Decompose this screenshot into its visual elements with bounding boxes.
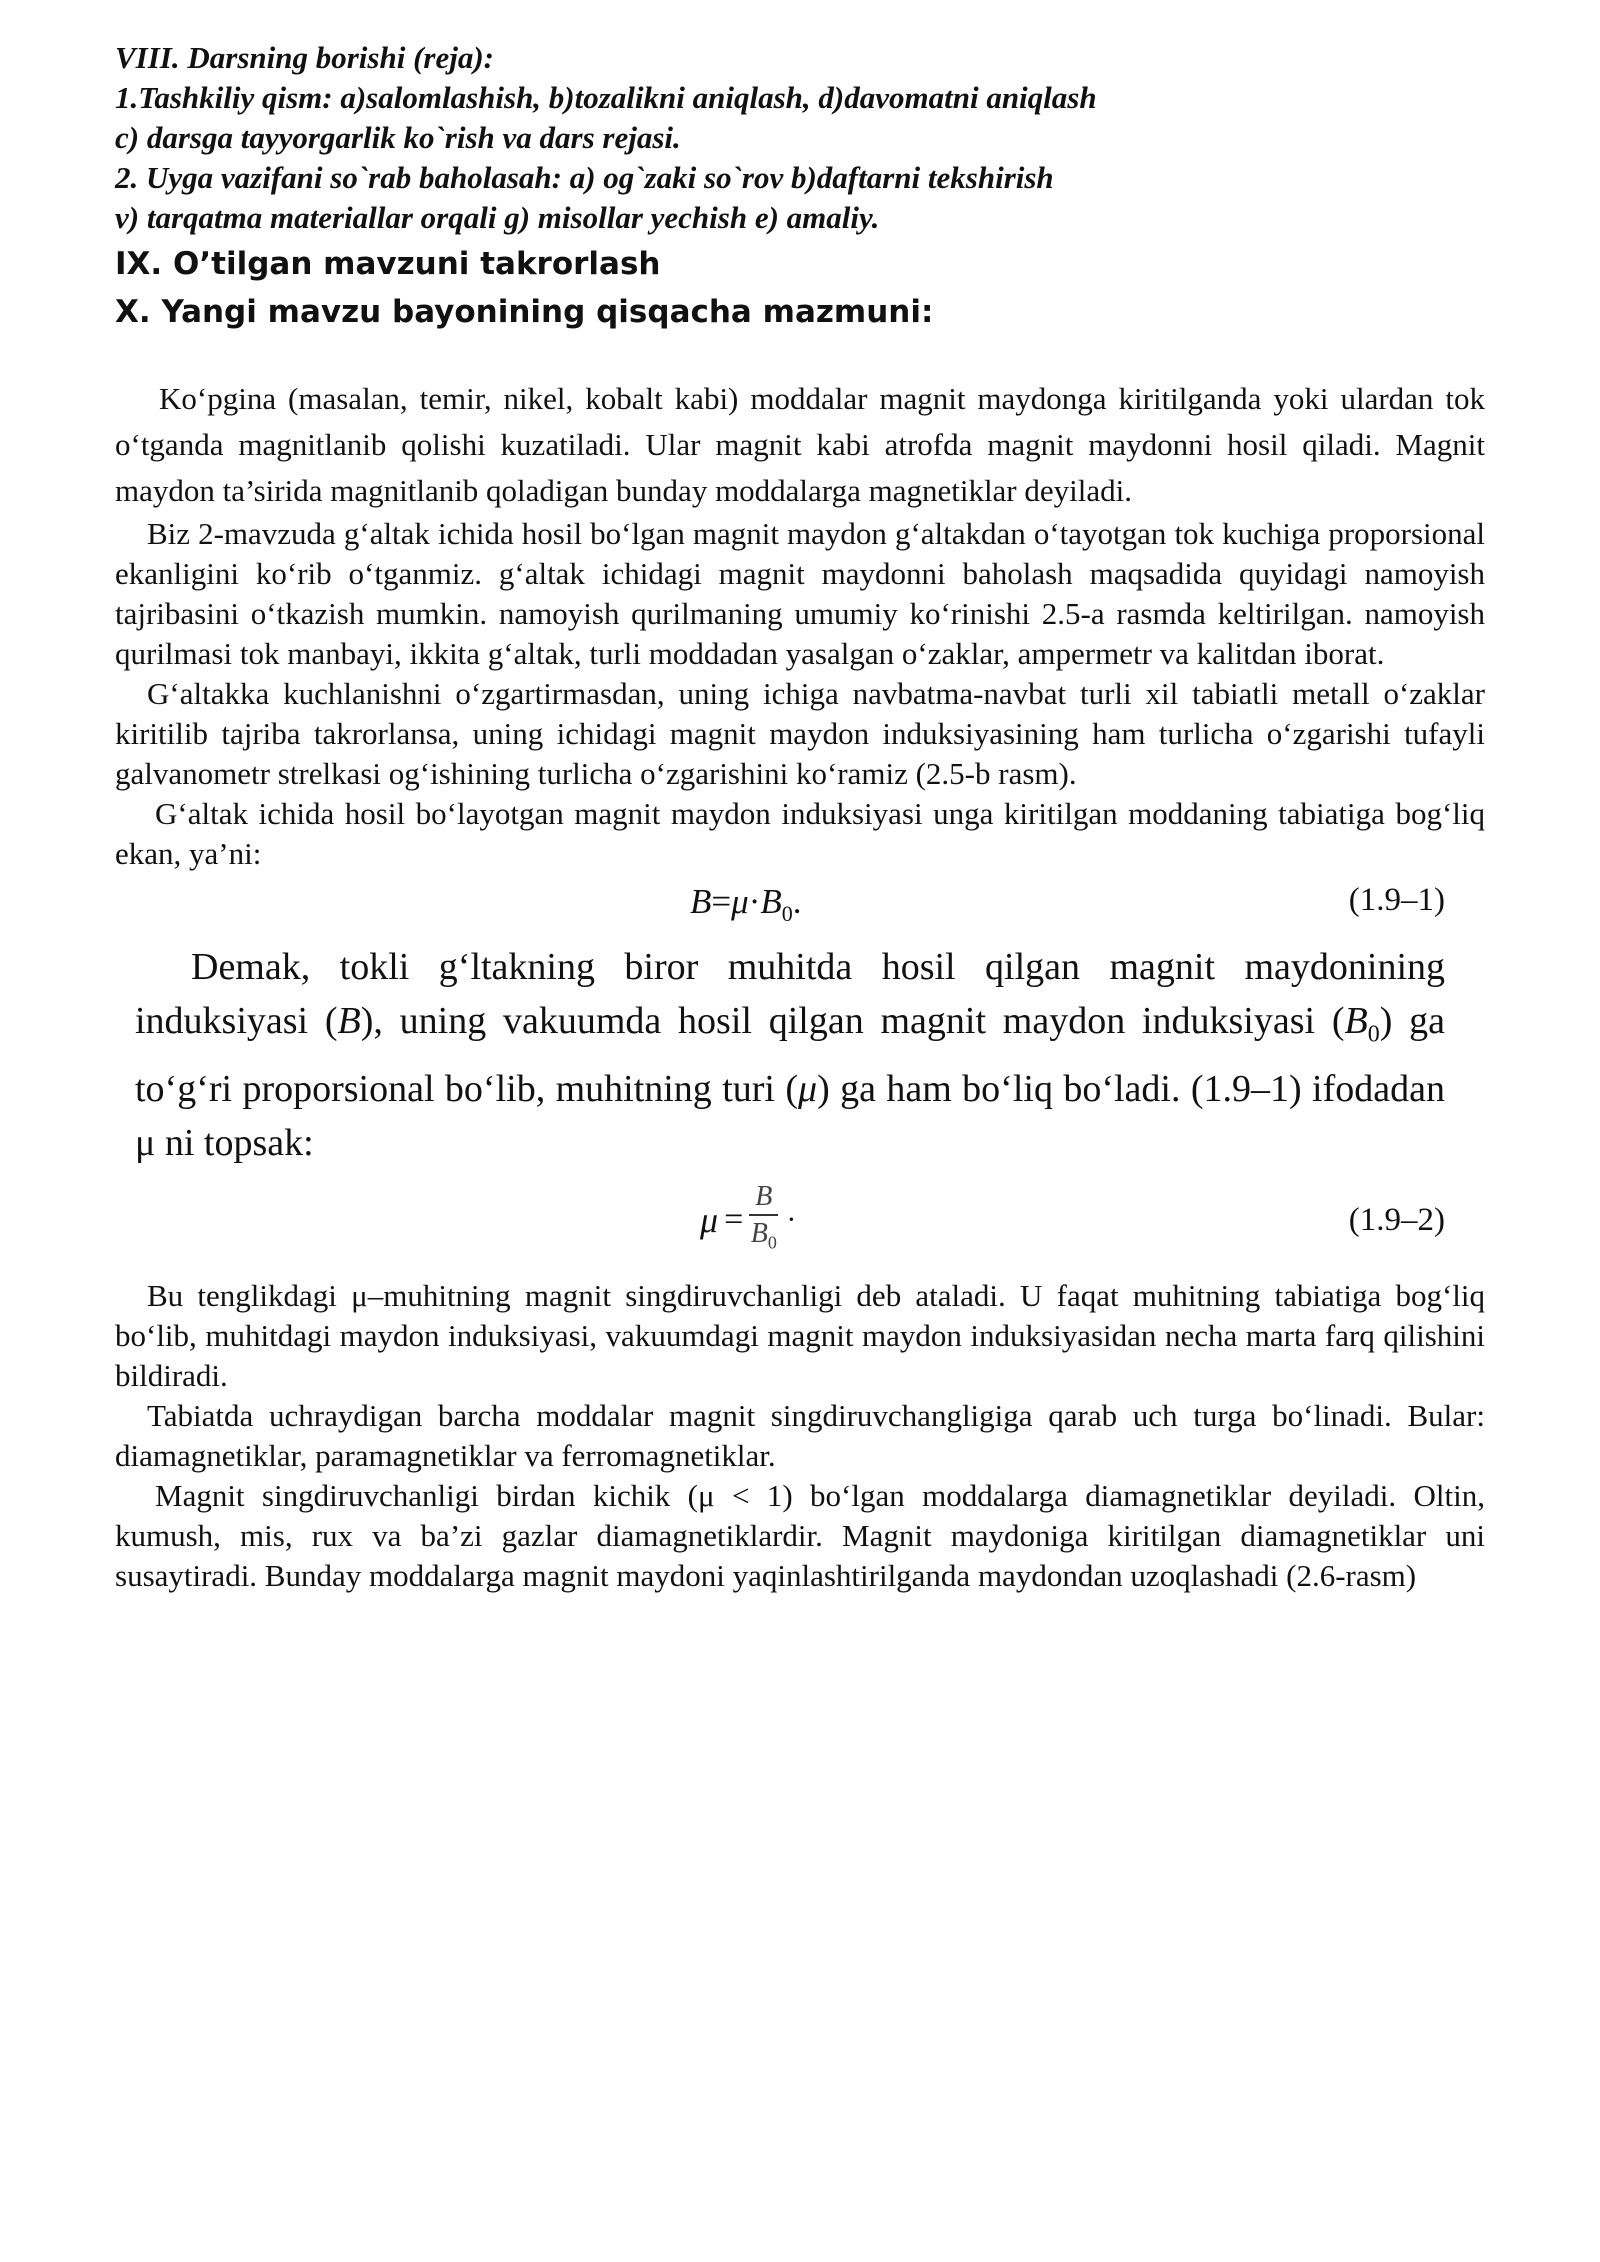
equation-number: (1.9–1) bbox=[1348, 882, 1445, 918]
equation-number: (1.9–2) bbox=[1348, 1201, 1445, 1238]
plan-line: v) tarqatma materiallar orqali g) misollar yechish e) amaliy. bbox=[115, 200, 880, 235]
paragraph: G‘altakka kuchlanishni o‘zgartirmasdan, uning ichiga navbatma-navbat turli xil tabiatli metall o‘zaklar kiritilib tajriba takrorlansa, uning ichidagi magnit maydon induksiyasining ham turlicha o‘zgarishi tufayli galvanometr strelkasi og‘ishining turlicha o‘zgarishini ko‘ramiz (2.5-b rasm). bbox=[115, 676, 1485, 791]
paragraph: G‘altak ichida hosil bo‘layotgan magnit maydon induksiyasi unga kiritilgan moddaning tabiatiga bog‘liq ekan, ya’ni: bbox=[115, 796, 1485, 871]
paragraph: Tabiatda uchraydigan barcha moddalar magnit singdiruvchangligiga qarab uch turga bo‘linadi. Bular: diamagnetiklar, paramagnetiklar va ferromagnetiklar. bbox=[115, 1397, 1485, 1473]
equation-1-9-1 bbox=[115, 874, 1485, 930]
formula-b-mu-b0: $B=\mu\cdot B_0$. bbox=[690, 882, 802, 926]
plan-line: 2. Uyga vazifani so`rab baholasah: a) og`zaki so`rov b)daftarni tekshirish bbox=[115, 160, 1054, 195]
lesson-plan bbox=[115, 38, 1485, 238]
plan-line: 1.Tashkiliy qism: a)salomlashish, b)tozalikni aniqlash, d)davomatni aniqlash bbox=[115, 80, 1097, 115]
plan-line: VIII. Darsning borishi (reja): bbox=[115, 40, 494, 75]
paragraph-demak: Demak, tokli g‘ltakning biror muhitda hosil qilgan magnit maydonining induksiyasi (B), uning vakuumda hosil qilgan magnit maydon induksiyasi $(B_0)$ ga to‘g‘ri proporsional bo‘lib, muhitning turi (μ) ga ham bo‘liq bo‘ladi. (1.9–1) ifodadan μ ni topsak: bbox=[135, 946, 1446, 1164]
paragraph: Magnit singdiruvchanligi birdan kichik (μ < 1) bo‘lgan moddalarga diamagnetiklar deyiladi. Oltin, kumush, mis, rux va ba’zi gazlar diamagnetiklardir. Magnit maydoniga kiritilgan diamagnetiklar uni susaytiradi. Bunday moddalarga magnit maydoni yaqinlashtirilganda maydondan uzoqlashadi (2.6-rasm) bbox=[115, 1477, 1485, 1593]
formula-mu-fraction: μ = $\frac{B}{B_0}$ · bbox=[700, 1180, 797, 1253]
plan-line: c) darsga tayyorgarlik ko`rish va dars rejasi. bbox=[115, 120, 681, 155]
document-page bbox=[115, 38, 1485, 1596]
paragraph: Ko‘pgina (masalan, temir, nikel, kobalt kabi) moddalar magnit maydonga kiritilganda yoki ulardan tok o‘tganda magnitlanib qolishi kuzatiladi. Ular magnit kabi atrofda magnit maydonni hosil qiladi. Magnit maydon ta’sirida magnitlanib qoladigan bunday moddalarga magnetiklar deyiladi. bbox=[115, 381, 1485, 508]
heading-new-topic: X. Yangi mavzu bayonining qisqacha mazmuni: bbox=[115, 294, 934, 330]
heading-review: IX. O’tilgan mavzuni takrorlash bbox=[115, 246, 661, 282]
equation-1-9-2 bbox=[115, 1176, 1485, 1276]
paragraph: Biz 2-mavzuda g‘altak ichida hosil bo‘lgan magnit maydon g‘altakdan o‘tayotgan tok kuchiga proporsional ekanligini ko‘rib o‘tganmiz. g‘altak ichidagi magnit maydonni baholash maqsadida quyidagi namoyish tajribasini o‘tkazish mumkin. namoyish qurilmaning umumiy ko‘rinishi 2.5-a rasmda keltirilgan. namoyish qurilmasi tok manbayi, ikkita g‘altak, turli moddadan yasalgan o‘zaklar, ampermetr va kalitdan iborat. bbox=[115, 516, 1485, 671]
paragraph: Bu tenglikdagi μ–muhitning magnit singdiruvchanligi deb ataladi. U faqat muhitning tabiatiga bog‘liq bo‘lib, muhitdagi maydon induksiyasi, vakuumdagi magnit maydon induksiyasidan necha marta farq qilishini bildiradi. bbox=[115, 1277, 1485, 1393]
